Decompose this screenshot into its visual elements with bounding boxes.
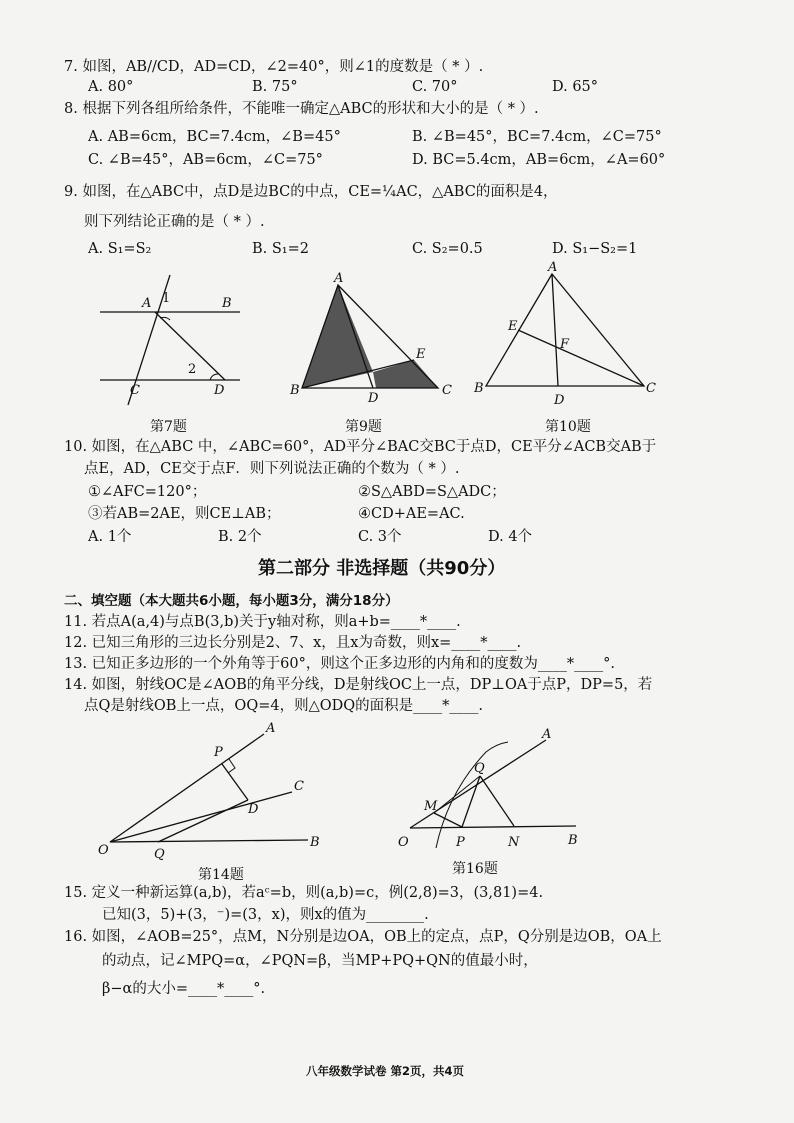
q8-stem: 8. 根据下列各组所给条件，不能唯一确定△ABC的形状和大小的是（ * ）. [64, 101, 539, 117]
q7-option-d: D. 65° [552, 79, 599, 95]
q14-label-a: A [266, 721, 276, 736]
q16-label-b: B [568, 833, 578, 848]
caption-q7: 第7题 [150, 419, 187, 435]
q10-label-b: B [474, 381, 484, 396]
q16-label-n: N [508, 835, 520, 850]
q7-option-b: B. 75° [252, 79, 298, 95]
page-footer: 八年级数学试卷 第2页，共4页 [306, 1064, 465, 1078]
q10-option-c: C. 3个 [358, 529, 402, 545]
q10-option-a: A. 1个 [88, 529, 132, 545]
q7-label-b: B [222, 296, 232, 311]
q7-option-c: C. 70° [412, 79, 458, 95]
q14-label-b: B [310, 835, 320, 850]
q10-stem-line2: 点E，AD，CE交于点F．则下列说法正确的个数为（ * ）. [84, 461, 460, 477]
q7-label-2: 2 [188, 362, 197, 377]
q9-option-c: C. S₂=0.5 [412, 241, 483, 257]
q8-option-c: C. ∠B=45°，AB=6cm，∠C=75° [88, 152, 323, 168]
q9-stem-line1: 9. 如图，在△ABC中，点D是边BC的中点，CE=¼AC，△ABC的面积是4， [64, 184, 558, 200]
figure-q9 [288, 270, 458, 410]
q10-label-f: F [560, 337, 570, 352]
q9-stem-line2: 则下列结论正确的是（ * ）. [84, 214, 265, 230]
q7-label-d: D [214, 383, 225, 398]
q10-item-4: ④CD+AE=AC. [358, 506, 465, 522]
caption-q16: 第16题 [452, 861, 498, 877]
q8-option-b: B. ∠B=45°，BC=7.4cm，∠C=75° [412, 129, 662, 145]
q12: 12. 已知三角形的三边长分别是2、7、x，且x为奇数，则x=____*____. [64, 635, 522, 651]
q9-option-d: D. S₁−S₂=1 [552, 241, 638, 257]
q14-label-q: Q [154, 847, 165, 860]
q16-line2: 的动点，记∠MPQ=α，∠PQN=β，当MP+PQ+QN的值最小时， [102, 953, 538, 969]
q16-label-a: A [542, 727, 552, 742]
q9-option-b: B. S₁=2 [252, 241, 309, 257]
q16-label-p: P [456, 835, 465, 850]
part2-heading: 第二部分 非选择题（共90分） [258, 558, 506, 579]
q14-line2: 点Q是射线OB上一点，OQ=4，则△ODQ的面积是____*____. [84, 698, 483, 714]
q14-label-p: P [214, 745, 223, 760]
caption-q14: 第14题 [198, 867, 244, 883]
q7-label-a: A [142, 296, 152, 311]
figure-q14 [96, 720, 336, 860]
q10-label-d: D [554, 393, 565, 408]
q9-option-a: A. S₁=S₂ [88, 241, 152, 257]
q7-option-a: A. 80° [88, 79, 134, 95]
q7-stem: 7. 如图，AB//CD，AD=CD，∠2=40°，则∠1的度数是（ * ）. [64, 59, 484, 75]
q16-line1: 16. 如图，∠AOB=25°，点M，N分别是边OA，OB上的定点，点P，Q分别是边OB，OA上 [64, 929, 662, 945]
figure-q16 [396, 722, 596, 862]
q10-label-e: E [508, 319, 518, 334]
q8-option-a: A. AB=6cm，BC=7.4cm，∠B=45° [88, 129, 341, 145]
q14-label-c: C [294, 779, 304, 794]
q10-item-2: ②S△ABD=S△ADC； [358, 484, 506, 500]
q16-line3: β−α的大小=____*____°. [102, 981, 266, 997]
section-fill-blank: 二、填空题（本大题共6小题，每小题3分，满分18分） [64, 593, 399, 609]
q16-label-q: Q [474, 761, 485, 776]
q16-label-o: O [398, 835, 409, 850]
q14-line1: 14. 如图，射线OC是∠AOB的角平分线，D是射线OC上一点，DP⊥OA于点P，DP=5，若 [64, 677, 653, 693]
caption-q10: 第10题 [545, 419, 591, 435]
q9-label-b: B [290, 383, 300, 398]
q9-label-c: C [442, 383, 452, 398]
q10-item-1: ①∠AFC=120°； [88, 484, 207, 500]
q10-option-b: B. 2个 [218, 529, 262, 545]
q16-label-m: M [424, 799, 438, 814]
q7-label-1: 1 [162, 291, 171, 306]
q10-label-a: A [548, 260, 558, 275]
q10-item-3: ③若AB=2AE，则CE⊥AB； [88, 506, 281, 522]
figure-q7 [90, 270, 260, 410]
q11: 11. 若点A(a,4)与点B(3,b)关于y轴对称，则a+b=____*____. [64, 614, 461, 630]
q15-line2: 已知(3，5)+(3，⁻)=(3，x)，则x的值为________. [102, 907, 429, 923]
q10-stem-line1: 10. 如图，在△ABC 中，∠ABC=60°，AD平分∠BAC交BC于点D，CE平分∠ACB交AB于 [64, 439, 657, 455]
q7-label-c: C [130, 383, 140, 398]
q14-label-o: O [98, 843, 109, 858]
caption-q9: 第9题 [345, 419, 382, 435]
q15-line1: 15. 定义一种新运算(a,b)，若aᶜ=b，则(a,b)=c，例(2,8)=3，(3,81)=4. [64, 885, 544, 901]
figure-q10 [470, 258, 660, 410]
q13: 13. 已知正多边形的一个外角等于60°，则这个正多边形的内角和的度数为____*____°. [64, 656, 615, 672]
q8-option-d: D. BC=5.4cm，AB=6cm，∠A=60° [412, 152, 666, 168]
q10-option-d: D. 4个 [488, 529, 533, 545]
q9-label-a: A [334, 271, 344, 286]
q14-label-d: D [248, 802, 259, 817]
q10-label-c: C [646, 381, 656, 396]
q9-label-d: D [368, 391, 379, 406]
q9-label-e: E [416, 347, 426, 362]
